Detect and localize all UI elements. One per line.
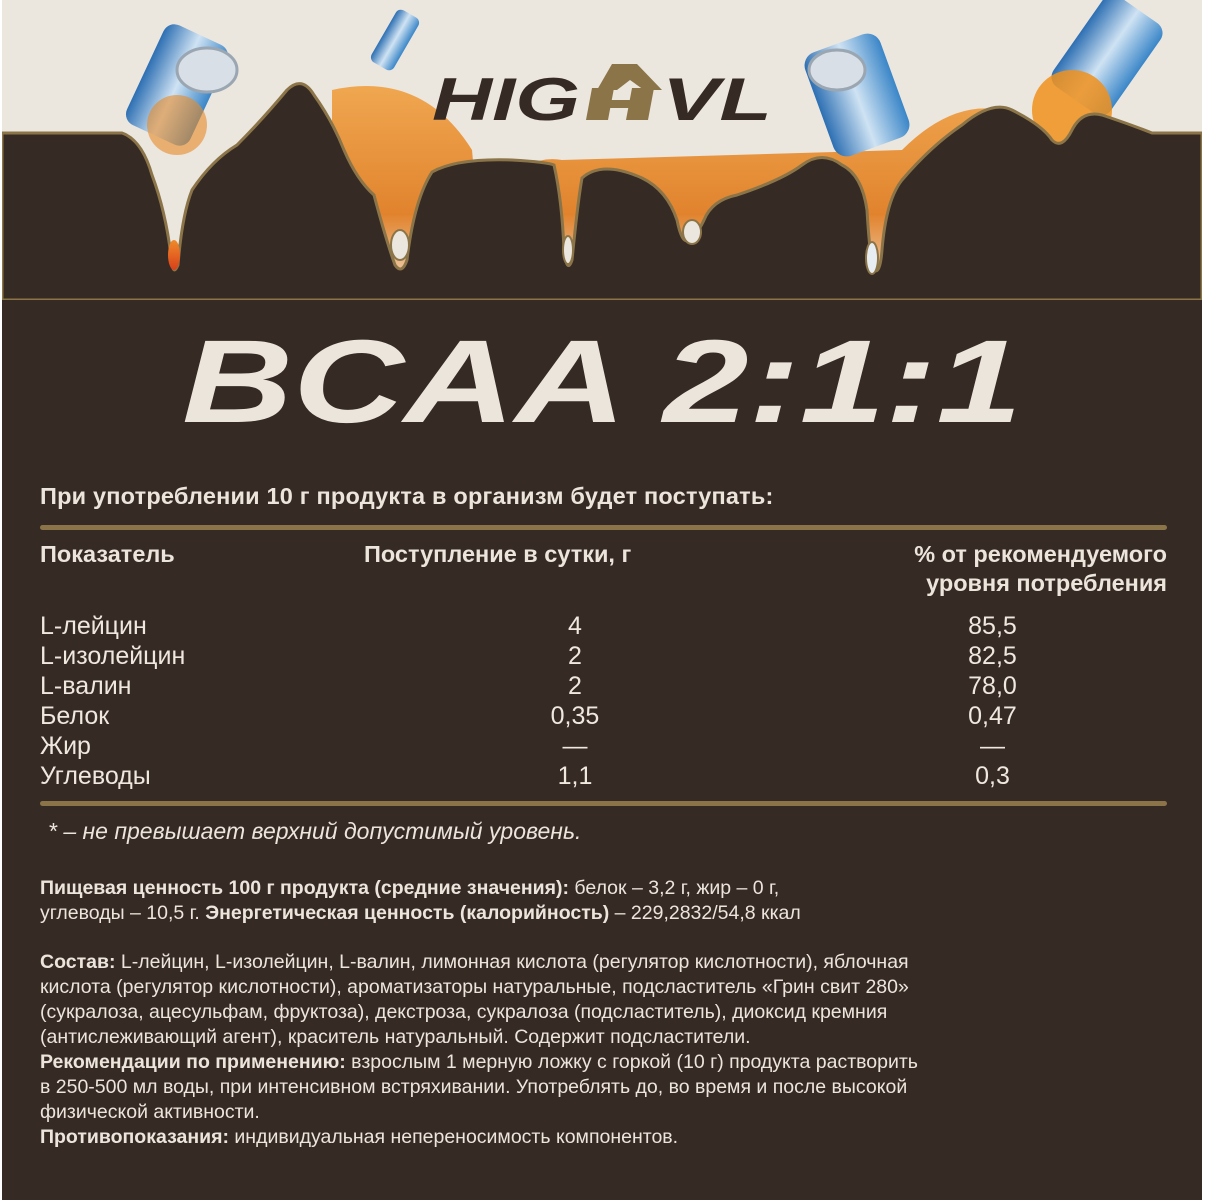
- composition-block: [40, 950, 1170, 1150]
- nutrition-facts: [40, 876, 1170, 926]
- table-row: [40, 611, 1167, 641]
- row-percent: —: [980, 732, 1005, 760]
- product-label: [2, 0, 1202, 1200]
- table-row: [40, 701, 1167, 731]
- row-daily-g: —: [562, 732, 588, 760]
- table-row: [40, 671, 1167, 701]
- composition-line-4: (антислеживающий агент), краситель натуральный. Содержит подсластители.: [40, 1026, 751, 1048]
- row-daily-g: 2: [568, 642, 582, 670]
- row-percent: 78,0: [968, 672, 1017, 700]
- row-name: L-изолейцин: [40, 642, 186, 670]
- brand-logo: [432, 58, 777, 128]
- row-name: L-валин: [40, 672, 132, 700]
- row-name: Белок: [40, 702, 110, 730]
- nutrition-label: Пищевая ценность 100 г продукта (средние значения):: [40, 877, 570, 899]
- intake-intro: При употреблении 10 г продукта в организм будет поступать:: [40, 483, 774, 509]
- divider-top: [40, 525, 1167, 530]
- column-header-daily: Поступление в сутки, г: [364, 541, 632, 567]
- usage-line-3: физической активности.: [40, 1101, 260, 1123]
- energy-value: – 229,2832/54,8 ккал: [609, 902, 801, 924]
- contraindications-text: индивидуальная непереносимость компонентов.: [228, 1126, 679, 1148]
- highlvl-logo-mark: [432, 58, 777, 128]
- row-percent: 0,3: [975, 762, 1010, 790]
- row-daily-g: 1,1: [557, 762, 593, 790]
- composition-line-1: L-лейцин, L-изолейцин, L-валин, лимонная кислота (регулятор кислотности), яблочная: [115, 951, 909, 973]
- usage-line-2: в 250-500 мл воды, при интенсивном встряхивании. Употреблять до, во время и после высокой: [40, 1076, 908, 1098]
- composition-line-3: (сукралоза, ацесульфам, фруктоза), декстроза, сукралоза (подсластитель), диоксид кремния: [40, 1001, 888, 1023]
- column-header-percent-line1: % от рекомендуемого: [914, 541, 1167, 567]
- nutrition-text-2: углеводы – 10,5 г.: [40, 902, 206, 924]
- nutrition-text-1: белок – 3,2 г, жир – 0 г,: [569, 877, 780, 899]
- row-daily-g: 2: [568, 672, 582, 700]
- row-percent: 82,5: [968, 642, 1017, 670]
- table-row: [40, 641, 1167, 671]
- intake-table: [40, 611, 1167, 791]
- hero-banner: [2, 0, 1202, 300]
- row-name: L-лейцин: [40, 612, 147, 640]
- row-daily-g: 0,35: [550, 702, 600, 730]
- table-row: [40, 731, 1167, 761]
- row-name: Углеводы: [40, 762, 151, 790]
- composition-line-2: кислота (регулятор кислотности), ароматизаторы натуральные, подсластитель «Грин свит 280»: [40, 976, 909, 998]
- energy-label: Энергетическая ценность (калорийность): [205, 902, 610, 924]
- column-header-indicator: Показатель: [40, 541, 175, 567]
- column-header-percent-line2: уровня потребления: [926, 570, 1167, 596]
- usage-label: Рекомендации по применению:: [40, 1051, 346, 1073]
- table-row: [40, 761, 1167, 791]
- logo-vl: VL: [662, 66, 772, 128]
- row-percent: 85,5: [968, 612, 1017, 640]
- row-percent: 0,47: [968, 702, 1017, 730]
- usage-line-1: взрослым 1 мерную ложку с горкой (10 г) продукта растворить: [345, 1051, 918, 1073]
- product-title-text: BCAA 2:1:1: [182, 330, 1022, 440]
- column-header-percent: [762, 540, 1167, 598]
- logo-hig: HIG: [432, 66, 580, 128]
- row-daily-g: 4: [568, 612, 582, 640]
- contraindications-label: Противопоказания:: [40, 1126, 229, 1148]
- drip-illustration: [2, 0, 1202, 300]
- composition-label: Состав:: [40, 951, 116, 973]
- product-title: [2, 330, 1202, 440]
- row-name: Жир: [40, 732, 91, 760]
- divider-bottom: [40, 801, 1167, 806]
- footnote: * – не превышает верхний допустимый уровень.: [48, 818, 582, 844]
